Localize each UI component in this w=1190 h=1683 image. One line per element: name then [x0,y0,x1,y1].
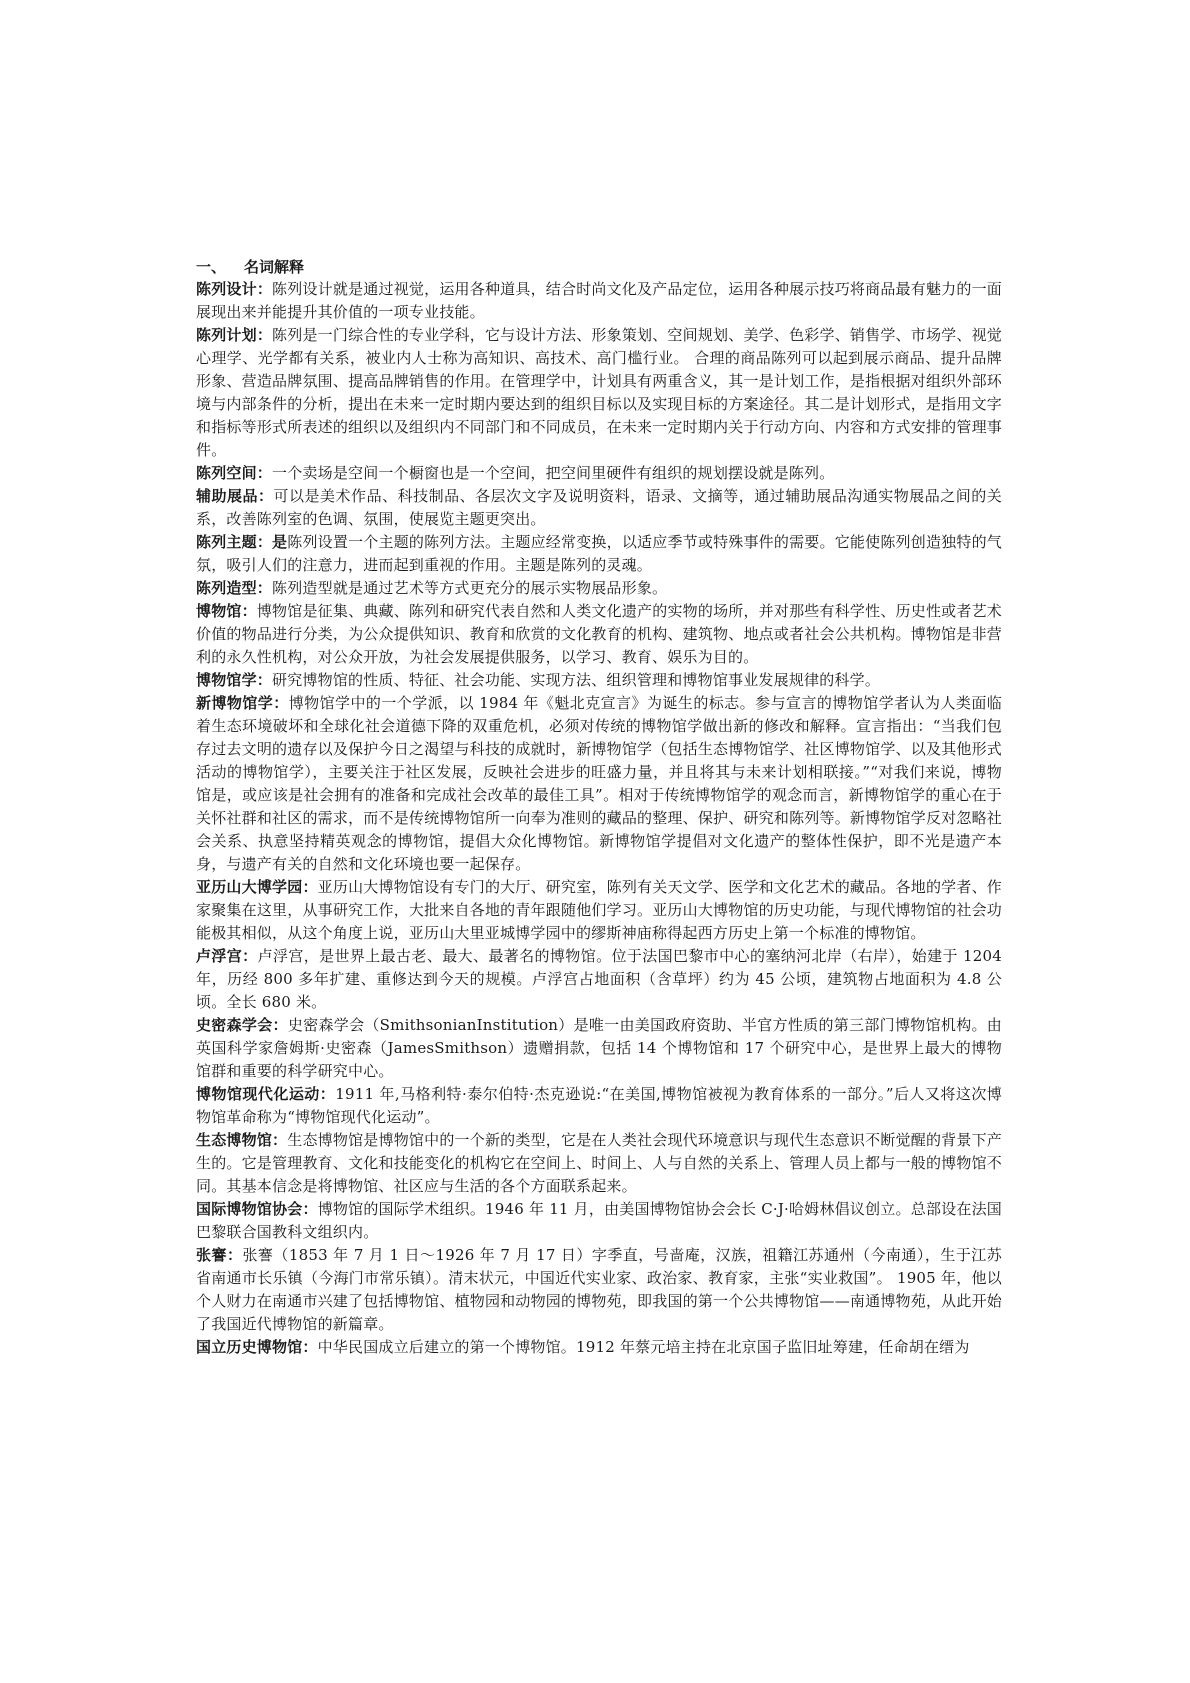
entry-term: 博物馆： [196,602,257,620]
entry-text: 陈列设计就是通过视觉，运用各种道具，结合时尚文化及产品定位，运用各种展示技巧将商品最有魅力的一面展现出来并能提升其价值的一项专业技能。 [196,280,1002,321]
entry-text: 亚历山大博物馆设有专门的大厅、研究室，陈列有关天文学、医学和文化艺术的藏品。各地的学者、作家聚集在这里，从事研究工作，大批来自各地的青年跟随他们学习。亚历山大博物馆的历史功能，与现代博物馆的社会功能极其相似，从这个角度上说，亚历山大里亚城博学园中的缪斯神庙称得起西方历史上第一个标准的博物馆。 [196,878,1002,942]
document-page [196,256,1002,1359]
entry-term: 辅助展品： [196,487,274,505]
entry-text: 生态博物馆是博物馆中的一个新的类型，它是在人类社会现代环境意识与现代生态意识不断觉醒的背景下产生的。它是管理教育、文化和技能变化的机构它在空间上、时间上、人与自然的关系上、管理人员上都与一般的博物馆不同。其基本信念是将博物馆、社区应与生活的各个方面联系起来。 [196,1131,1003,1195]
entry-term: 卢浮宫： [196,947,258,965]
entry-text: 一个卖场是空间一个橱窗也是一个空间，把空间里硬件有组织的规划摆设就是陈列。 [272,464,835,482]
entry-term: 陈列主题：是 [196,533,288,551]
entry-display-design [196,278,1002,324]
entry-term: 陈列设计： [196,280,273,298]
entry-term: 新博物馆学： [196,694,289,712]
entry-term: 国立历史博物馆： [196,1338,318,1356]
entry-new-museology [196,692,1002,876]
entry-term: 张謇： [196,1246,243,1264]
entry-term: 史密森学会： [196,1016,288,1034]
entry-term: 博物馆学： [196,671,273,689]
entry-text: 博物馆的国际学术组织。1946 年 11 月，由美国博物馆协会会长 C·J·哈姆林倡议创立。总部设在法国巴黎联合国教科文组织内。 [196,1200,1002,1241]
section-title: 名词解释 [244,258,305,276]
entry-text: 中华民国成立后建立的第一个博物馆。1912 年蔡元培主持在北京国子监旧址筹建，任命胡在缙为 [317,1338,970,1356]
entry-text: 可以是美术作品、科技制品、各层次文字及说明资料，语录、文摘等，通过辅助展品沟通实物展品之间的关系，改善陈列室的色调、氛围，使展览主题更突出。 [196,487,1002,528]
entry-text: 卢浮宫，是世界上最古老、最大、最著名的博物馆。位于法国巴黎市中心的塞纳河北岸（右岸），始建于 1204 年，历经 800 多年扩建、重修达到今天的规模。卢浮宫占地面积（含草坪）约为 45 公顷，建筑物占地面积为 4.8 公顷。全长 680 米。 [196,947,1002,1011]
entry-text: 陈列设置一个主题的陈列方法。主题应经常变换，以适应季节或特殊事件的需要。它能使陈列创造独特的气氛，吸引人们的注意力，进而起到重视的作用。主题是陈列的灵魂。 [196,533,1003,574]
entry-text: 陈列造型就是通过艺术等方式更充分的展示实物展品形象。 [272,579,668,597]
entry-alexandria-mouseion [196,876,1002,945]
entry-display-theme [196,531,1002,577]
entry-display-modeling [196,577,1002,600]
entry-term: 生态博物馆： [196,1131,288,1149]
entry-museum-modernization [196,1083,1002,1129]
entry-text: 博物馆是征集、典藏、陈列和研究代表自然和人类文化遗产的实物的场所，并对那些有科学性、历史性或者艺术价值的物品进行分类，为公众提供知识、教育和欣赏的文化教育的机构、建筑物、地点或者社会公共机构。博物馆是非营利的永久性机构，对公众开放，为社会发展提供服务，以学习、教育、娱乐为目的。 [196,602,1002,666]
entry-text: 1911 年,马格利特·泰尔伯特·杰克逊说:“在美国,博物馆被视为教育体系的一部分。”后人又将这次博物馆革命称为“博物馆现代化运动”。 [196,1085,1002,1126]
entry-term: 亚历山大博学园： [196,878,318,896]
entry-display-plan [196,324,1002,462]
entry-louvre [196,945,1002,1014]
entry-text: 博物馆学中的一个学派，以 1984 年《魁北克宣言》为诞生的标志。参与宣言的博物馆学者认为人类面临着生态环境破坏和全球化社会道德下降的双重危机，必须对传统的博物馆学做出新的修改和解释。宣言指出：“当我们包存过去文明的遗存以及保护今日之渴望与科技的成就时，新博物馆学（包括生态博物馆学、社区博物馆学、以及其他形式活动的博物馆学），主要关注于社区发展，反映社会进步的旺盛力量，并且将其与未来计划相联接。”“对我们来说，博物馆是，或应该是社会拥有的准备和完成社会改革的最佳工具”。相对于传统博物馆学的观念而言，新博物馆学的重心在于关怀社群和社区的需求，而不是传统博物馆所一向奉为准则的藏品的整理、保护、研究和陈列等。新博物馆学反对忽略社会关系、执意坚持精英观念的博物馆，提倡大众化博物馆。新博物馆学提倡对文化遗产的整体性保护，即不光是遗产本身，与遗产有关的自然和文化环境也要一起保存。 [196,694,1003,873]
entry-national-history-museum [196,1336,1002,1359]
entry-text: 张謇（1853 年 7 月 1 日～1926 年 7 月 17 日）字季直，号啬庵，汉族，祖籍江苏通州（今南通），生于江苏省南通市长乐镇（今海门市常乐镇）。清末状元，中国近代实业家、政治家、教育家，主张“实业救国”。 1905 年，他以个人财力在南通市兴建了包括博物馆、植物园和动物园的博物苑，即我国的第一个公共博物馆——南通博物苑，从此开始了我国近代博物馆的新篇章。 [196,1246,1002,1333]
entry-term: 陈列空间： [196,464,273,482]
entry-term: 陈列造型： [196,579,273,597]
entry-text: 史密森学会（SmithsonianInstitution）是唯一由美国政府资助、半官方性质的第三部门博物馆机构。由英国科学家詹姆斯·史密森（JamesSmithson）遗赠捐款，包括 14 个博物馆和 17 个研究中心，是世界上最大的博物馆群和重要的科学研究中心。 [196,1016,1003,1080]
entry-text: 陈列是一门综合性的专业学科，它与设计方法、形象策划、空间规划、美学、色彩学、销售学、市场学、视觉心理学、光学都有关系，被业内人士称为高知识、高技术、高门槛行业。 合理的商品陈列可以起到展示商品、提升品牌形象、营造品牌氛围、提高品牌销售的作用。在管理学中，计划具有两重含义，其一是计划工作，是指根据对组织外部环境与内部条件的分析，提出在未来一定时期内要达到的组织目标以及实现目标的方案途径。其二是计划形式，是指用文字和指标等形式所表述的组织以及组织内不同部门和不同成员，在未来一定时期内关于行动方向、内容和方式安排的管理事件。 [196,326,1002,459]
entry-icom [196,1198,1002,1244]
entry-museology [196,669,1002,692]
entry-term: 陈列计划： [196,326,273,344]
entry-text: 研究博物馆的性质、特征、社会功能、实现方法、组织管理和博物馆事业发展规律的科学。 [272,671,881,689]
entry-zhang-jian [196,1244,1002,1336]
entry-term: 国际博物馆协会： [196,1200,318,1218]
entry-museum [196,600,1002,669]
section-heading [196,256,1002,278]
entry-auxiliary-exhibits [196,485,1002,531]
entry-term: 博物馆现代化运动： [196,1085,336,1103]
section-number: 一、 [196,258,227,276]
entry-ecomuseum [196,1129,1002,1198]
entry-display-space [196,462,1002,485]
entry-smithsonian [196,1014,1002,1083]
